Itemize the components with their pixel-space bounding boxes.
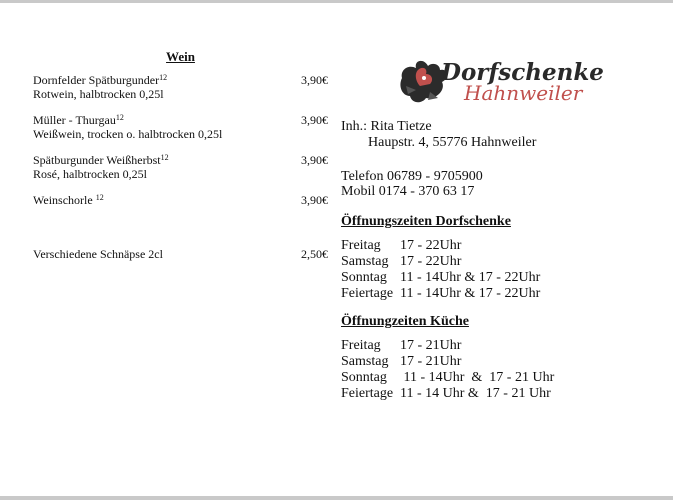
wine-footnote: 12 [160, 153, 169, 162]
hours-row [341, 338, 554, 354]
wine-price: 3,90€ [301, 113, 328, 127]
hours-day: Feiertage [341, 386, 394, 401]
hours-time: 11 - 14Uhr & 17 - 21 Uhr [400, 370, 555, 385]
dorfschenke-logo [396, 56, 604, 108]
wine-name: Müller - Thurgau [33, 113, 116, 127]
logo-line2: Hahnweiler [464, 81, 583, 105]
hours-row [341, 254, 540, 270]
hours-row [341, 270, 540, 286]
hours-day: Sonntag [341, 270, 387, 285]
hours-row [341, 238, 540, 254]
hours-time: 17 - 21Uhr [400, 338, 462, 353]
restaurant-hours-title: Öffnungszeiten Dorfschenke [341, 214, 511, 229]
wine-footnote: 12 [159, 73, 168, 82]
wine-footnote: 12 [95, 193, 104, 202]
hours-row [341, 354, 554, 370]
hours-time: 17 - 22Uhr [400, 238, 462, 253]
page-bottom-edge [0, 496, 673, 500]
hours-row [341, 286, 540, 302]
address-text: Haupstr. 4, 55776 Hahnweiler [368, 135, 537, 150]
wine-title: Wein [166, 49, 195, 64]
hours-day: Sonntag [341, 370, 387, 385]
hours-row [341, 386, 554, 402]
wine-price: 2,50€ [301, 247, 328, 261]
logo-line1: Dorfschenke [441, 59, 604, 86]
page-top-edge [0, 0, 673, 3]
wine-name: Verschiedene Schnäpse 2cl [33, 247, 163, 261]
hours-time: 11 - 14 Uhr & 17 - 21 Uhr [400, 386, 551, 401]
kitchen-hours-title: Öffnungzeiten Küche [341, 314, 469, 329]
hours-time: 11 - 14Uhr & 17 - 22Uhr [400, 270, 541, 285]
wine-price: 3,90€ [301, 193, 328, 207]
wine-item [33, 113, 328, 141]
wine-name: Dornfelder Spätburgunder [33, 73, 160, 87]
wine-desc: Rotwein, halbtrocken 0,25l [33, 87, 164, 101]
wine-item [33, 73, 328, 101]
hours-time: 17 - 22Uhr [400, 254, 462, 269]
hours-day: Feiertage [341, 286, 394, 301]
wine-item [33, 247, 328, 261]
hours-day: Freitag [341, 338, 381, 353]
hours-day: Freitag [341, 238, 381, 253]
wine-footnote: 12 [115, 113, 124, 122]
mobile-text: Mobil 0174 - 370 63 17 [341, 184, 475, 199]
hours-day: Samstag [341, 254, 389, 269]
wine-price: 3,90€ [301, 153, 328, 167]
wine-item [33, 193, 328, 207]
restaurant-hours-table [341, 238, 540, 302]
wine-name: Weinschorle [33, 193, 93, 207]
wine-item [33, 153, 328, 181]
hours-day: Samstag [341, 354, 389, 369]
wine-desc: Weißwein, trocken o. halbtrocken 0,25l [33, 127, 223, 141]
wine-price: 3,90€ [301, 73, 328, 87]
wine-name: Spätburgunder Weißherbst [33, 153, 161, 167]
kitchen-hours-table [341, 338, 554, 402]
owner-text: Inh.: Rita Tietze [341, 119, 432, 134]
wine-desc: Rosé, halbtrocken 0,25l [33, 167, 147, 181]
hours-time: 17 - 21Uhr [400, 354, 462, 369]
hours-time: 11 - 14Uhr & 17 - 22Uhr [400, 286, 541, 301]
hours-row [341, 370, 554, 386]
phone-text: Telefon 06789 - 9705900 [341, 169, 483, 184]
wine-list [33, 49, 328, 261]
